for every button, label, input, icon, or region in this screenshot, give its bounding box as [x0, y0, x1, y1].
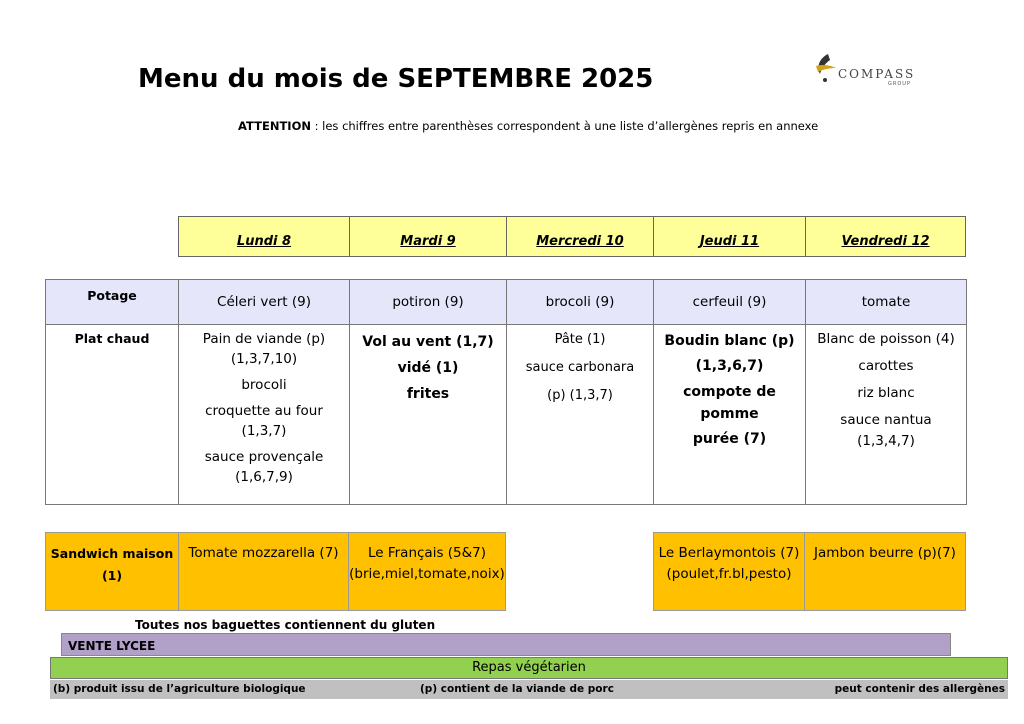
- vegetarian-legend: Repas végétarien: [50, 657, 1008, 679]
- legend-bar: [50, 680, 1008, 699]
- plat-mardi: [350, 325, 507, 505]
- legend-porc: (p) contient de la viande de porc: [420, 683, 614, 695]
- plat-mardi-item: frites: [406, 386, 450, 402]
- menu-table: [45, 279, 967, 505]
- plat-chaud-row: [46, 325, 967, 505]
- day-header-vendredi: Vendredi 12: [806, 217, 965, 256]
- plat-lundi-item: croquette au four (1,3,7): [205, 403, 323, 439]
- plat-vendredi-item: carottes: [858, 358, 914, 374]
- potage-label: Potage: [46, 280, 179, 325]
- legend-allergens: peut contenir des allergènes: [834, 683, 1005, 695]
- plat-jeudi: [654, 325, 806, 505]
- plat-vendredi: [806, 325, 967, 505]
- legend-bio: (b) produit issu de l’agriculture biologique: [53, 683, 306, 695]
- compass-logo-icon: [810, 52, 840, 86]
- day-header-mercredi: Mercredi 10: [507, 217, 654, 256]
- plat-lundi-item: sauce provençale (1,6,7,9): [204, 449, 324, 485]
- sandwich-vendredi: Jambon beurre (p)(7): [804, 532, 966, 611]
- plat-jeudi-item: Boudin blanc (p) (1,3,6,7): [664, 333, 795, 374]
- potage-jeudi: cerfeuil (9): [654, 280, 806, 325]
- sandwich-lundi: Tomate mozzarella (7): [178, 532, 349, 611]
- plat-mercredi: [507, 325, 654, 505]
- potage-vendredi: tomate: [806, 280, 967, 325]
- day-header-row: [178, 216, 966, 257]
- plat-lundi-item: Pain de viande (p) (1,3,7,10): [202, 331, 326, 367]
- plat-lundi-item: brocoli: [241, 377, 287, 393]
- plat-mardi-item: Vol au vent (1,7) vidé (1): [362, 334, 494, 376]
- plat-lundi: [179, 325, 350, 505]
- potage-mercredi: brocoli (9): [507, 280, 654, 325]
- plat-mercredi-item: sauce carbonara: [525, 360, 635, 375]
- attention-label: ATTENTION: [238, 119, 311, 133]
- plat-vendredi-item: Blanc de poisson (4): [817, 331, 955, 347]
- potage-lundi: Céleri vert (9): [179, 280, 350, 325]
- day-header-lundi: Lundi 8: [179, 217, 350, 256]
- page-title: Menu du mois de SEPTEMBRE 2025: [138, 64, 654, 94]
- potage-mardi: potiron (9): [350, 280, 507, 325]
- sandwich-jeudi: Le Berlaymontois (7) (poulet,fr.bl,pesto): [653, 532, 805, 611]
- sandwich-mardi: Le Français (5&7) (brie,miel,tomate,noix): [348, 532, 506, 611]
- vente-lycee-bar: VENTE LYCEE: [61, 633, 951, 656]
- potage-row: [46, 280, 967, 325]
- plat-vendredi-item: sauce nantua (1,3,4,7): [840, 412, 932, 449]
- plat-mercredi-item: (p) (1,3,7): [547, 388, 613, 403]
- plat-jeudi-item: purée (7): [692, 431, 767, 447]
- day-header-mardi: Mardi 9: [350, 217, 507, 256]
- logo-subtext: GROUP: [888, 81, 911, 87]
- attention-note: [238, 119, 818, 133]
- day-header-jeudi: Jeudi 11: [654, 217, 806, 256]
- sandwich-label: Sandwich maison (1): [45, 532, 179, 611]
- plat-jeudi-item: compote de pomme: [683, 384, 776, 422]
- plat-vendredi-item: riz blanc: [857, 385, 915, 401]
- plat-chaud-label: Plat chaud: [46, 325, 179, 505]
- logo-text: COMPASS: [838, 67, 916, 81]
- compass-logo: [806, 52, 932, 88]
- attention-text: : les chiffres entre parenthèses correspondent à une liste d’allergènes repris en annexe: [310, 119, 819, 133]
- gluten-note: Toutes nos baguettes contiennent du gluten: [135, 618, 436, 632]
- plat-mercredi-item: Pâte (1): [554, 332, 606, 347]
